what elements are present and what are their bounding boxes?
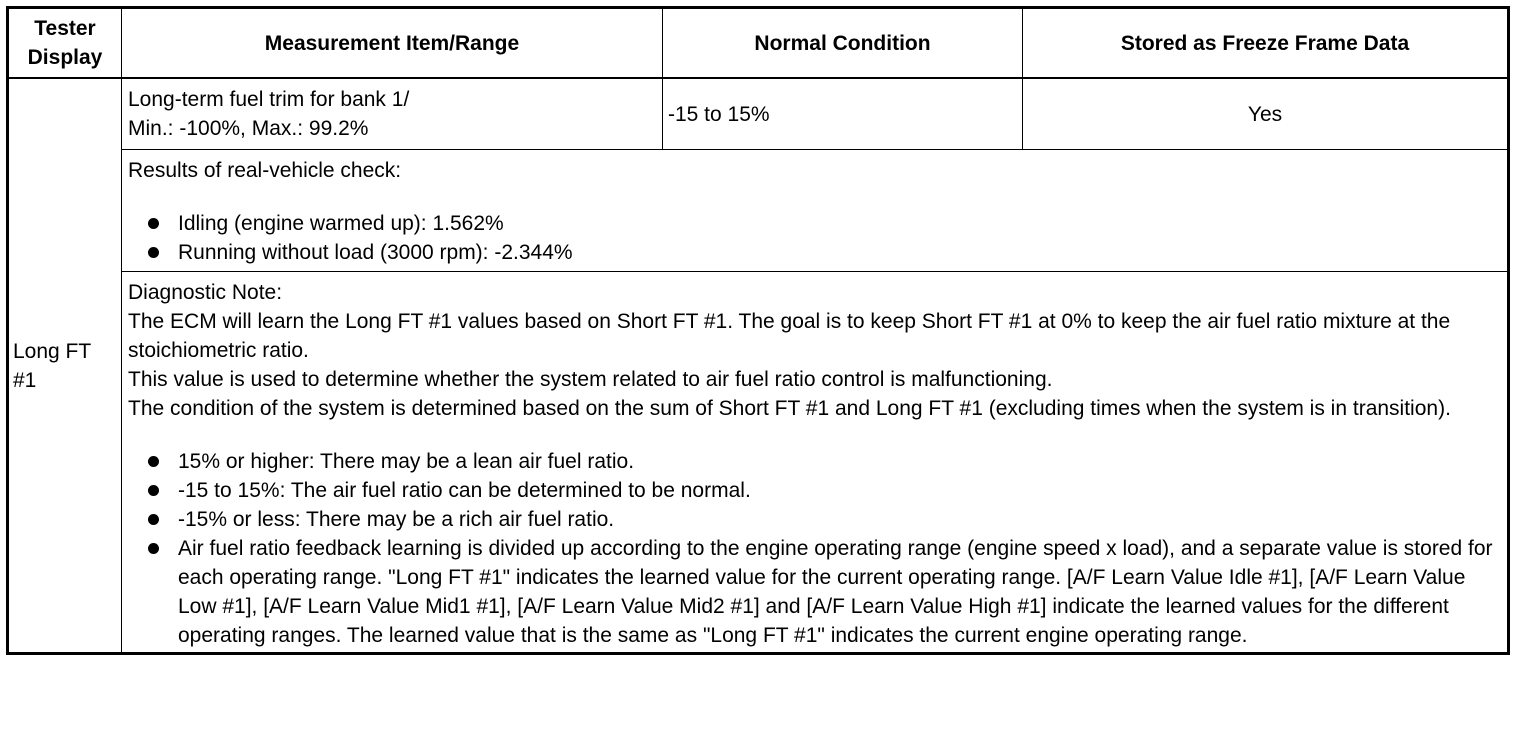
bullet-icon bbox=[148, 514, 159, 525]
bullet-icon bbox=[148, 247, 159, 258]
diagnostic-note-list bbox=[128, 447, 1501, 650]
header-freeze-frame: Stored as Freeze Frame Data bbox=[1023, 8, 1509, 79]
header-tester-display: Tester Display bbox=[8, 8, 122, 79]
freeze-frame-cell: Yes bbox=[1023, 78, 1509, 150]
measurement-cell bbox=[122, 78, 663, 150]
diagnostic-note-paragraph: The ECM will learn the Long FT #1 values based on Short FT #1. The goal is to keep Short FT #1 at 0% to keep the air fuel ratio mixture at the stoichiometric ratio. bbox=[128, 310, 1451, 362]
diagnostic-note-paragraph: The condition of the system is determined based on the sum of Short FT #1 and Long FT #1 (excluding times when the system is in transition). bbox=[128, 397, 1451, 420]
list-item-text: Air fuel ratio feedback learning is divided up according to the engine operating range (engine speed x load), and a separate value is stored for each operating range. "Long FT #1" indicates the learned value for the current operating range. [A/F Learn Value Idle #1], [A/F Learn Value Low #1], [A/F Learn Value Mid1 #1], [A/F Learn Value Mid2 #1] and [A/F Learn Value High #1] indicate the learned values for the different operating ranges. The learned value that is the same as "Long FT #1" indicates the current engine operating range. bbox=[178, 537, 1493, 647]
measurement-line-2: Min.: -100%, Max.: 99.2% bbox=[128, 117, 369, 140]
header-row bbox=[8, 8, 1509, 79]
check-row bbox=[8, 150, 1509, 272]
measurement-line-1: Long-term fuel trim for bank 1/ bbox=[128, 88, 410, 111]
list-item bbox=[148, 505, 1501, 534]
bullet-icon bbox=[148, 485, 159, 496]
list-item-text: Running without load (3000 rpm): -2.344% bbox=[178, 241, 573, 264]
bullet-icon bbox=[148, 543, 159, 554]
normal-condition-cell: -15 to 15% bbox=[663, 78, 1023, 150]
check-results-title: Results of real-vehicle check: bbox=[128, 159, 402, 182]
data-row bbox=[8, 78, 1509, 150]
list-item bbox=[148, 476, 1501, 505]
check-results-cell bbox=[122, 150, 1509, 272]
diagnostic-note-cell bbox=[122, 272, 1509, 654]
list-item-text: Idling (engine warmed up): 1.562% bbox=[178, 212, 504, 235]
list-item-text: 15% or higher: There may be a lean air fuel ratio. bbox=[178, 450, 635, 473]
list-item-text: -15 to 15%: The air fuel ratio can be determined to be normal. bbox=[178, 479, 751, 502]
header-normal-condition: Normal Condition bbox=[663, 8, 1023, 79]
check-results-list bbox=[128, 209, 1501, 267]
list-item bbox=[148, 447, 1501, 476]
list-item-text: -15% or less: There may be a rich air fuel ratio. bbox=[178, 508, 615, 531]
diagnostic-note-paragraph: This value is used to determine whether the system related to air fuel ratio control is malfunctioning. bbox=[128, 368, 1053, 391]
list-item bbox=[148, 534, 1501, 650]
spec-table bbox=[6, 6, 1510, 655]
note-row bbox=[8, 272, 1509, 654]
bullet-icon bbox=[148, 218, 159, 229]
tester-display-cell: Long FT #1 bbox=[8, 78, 122, 654]
list-item bbox=[148, 209, 1501, 238]
bullet-icon bbox=[148, 456, 159, 467]
list-item bbox=[148, 238, 1501, 267]
diagnostic-note-title: Diagnostic Note: bbox=[128, 281, 283, 304]
header-measurement: Measurement Item/Range bbox=[122, 8, 663, 79]
